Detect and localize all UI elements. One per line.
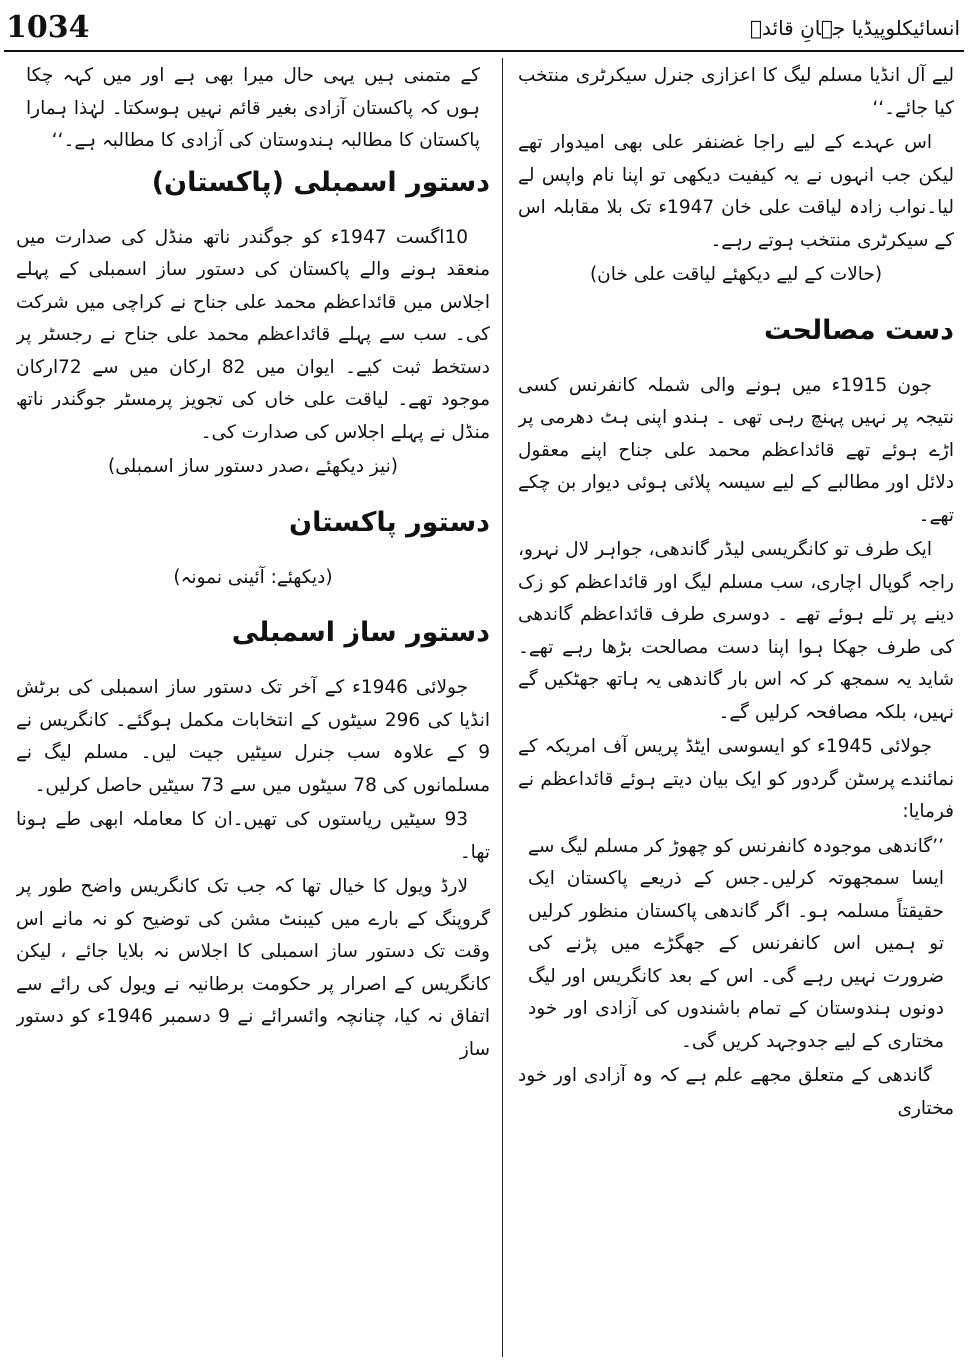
section-heading: دستور پاکستان xyxy=(289,506,490,538)
paragraph: جون 1915ء میں ہونے والی شملہ کانفرنس کسی نتیجہ پر نہیں پہنچ رہی تھی ۔ ہندو اپنی ہٹ دھرمی پر اڑے ہوئے تھے قائداعظم محمد علی جناح اپنے معقول دلائل اور مطالبے کے لیے سیسہ پلائی ہوئی دیوار بن چکے تھے۔ xyxy=(518,374,954,526)
paragraph: 93 سیٹیں ریاستوں کی تھیں۔ان کا معاملہ ابھی طے ہونا تھا۔ xyxy=(16,809,490,863)
section-heading: دستور ساز اسمبلی xyxy=(231,617,490,648)
block-quote: ’’گاندھی موجودہ کانفرنس کو چھوڑ کر مسلم لیگ سے ایسا سمجھوتہ کرلیں۔جس کے ذریعے پاکستان ایک حقیقتاً مسلمہ ہو۔ اگر گاندھی پاکستان منظور کرلیں تو ہمیں اس کانفرنس کے جھگڑے میں پڑنے کی ضرورت نہیں رہے گی۔ اس کے بعد کانگریس اور لیگ دونوں ہندوستان کے تمام باشندوں کی آزادی اور خود مختاری کے لیے جدوجہد کریں گی۔ xyxy=(528,835,944,1052)
paragraph: لیے آل انڈیا مسلم لیگ کا اعزازی جنرل سیکرٹری منتخب کیا جائے۔‘‘ xyxy=(518,65,954,119)
block-quote: کے متمنی ہیں یہی حال میرا بھی ہے اور میں کہہ چکا ہوں کہ پاکستان آزادی بغیر قائم نہیں ہوسکتا۔ لہٰذا ہمارا پاکستان کا مطالبہ ہندوستان کی آزادی کا مطالبہ ہے۔‘‘ xyxy=(26,65,480,151)
paragraph: لارڈ ویول کا خیال تھا کہ جب تک کانگریس واضح طور پر گروپنگ کے بارے میں کیبنٹ مشن کی توضیح کو نہ مانے اس وقت تک دستور ساز اسمبلی کا اجلاس نہ بلایا جائے ، لیکن کانگریس کے اصرار پر حکومت برطانیہ نے ویول کی رائے سے اتفاق نہ کیا، چنانچہ وائسرائے نے 9 دسمبر 1946ء کو دستور ساز xyxy=(16,876,490,1060)
page-number: 1034 xyxy=(6,10,90,45)
paragraph: جولائی 1945ء کو ایسوسی ایٹڈ پریس آف امریکہ کے نمائندے پرسٹن گردور کو ایک بیان دیتے ہوئے قائداعظم نے فرمایا: xyxy=(518,736,954,822)
right-column xyxy=(518,60,954,1357)
section-heading: دستور اسمبلی (پاکستان) xyxy=(151,166,490,198)
left-column xyxy=(16,60,490,1357)
paragraph: اس عہدے کے لیے راجا غضنفر علی بھی امیدوار تھے لیکن جب انہوں نے یہ کیفیت دیکھی تو اپنا نام واپس لے لیا۔نواب زادہ لیاقت علی خان 1947ء تک بلا مقابلہ اس کے سیکرٹری منتخب ہوتے رہے۔ xyxy=(518,132,954,251)
cross-reference: (نیز دیکھئے ،صدر دستور ساز اسمبلی) xyxy=(107,456,398,477)
column-divider xyxy=(502,58,503,1357)
running-title: انسائیکلوپیڈیا جہانِ قائدؒ xyxy=(750,16,960,40)
cross-reference: (حالات کے لیے دیکھئے لیاقت علی خان) xyxy=(589,264,883,285)
paragraph: ایک طرف تو کانگریسی لیڈر گاندھی، جواہر لال نہرو، راجہ گوپال اچاری، سب مسلم لیگ اور قائداعظم کو زک دینے پر تلے ہوئے تھے ۔ دوسری طرف قائداعظم گاندھی کی طرف جھکا ہوا اپنا دست مصالحت بڑھا رہے تھے۔شاید یہ سمجھ کر کہ اس بار گاندھی یہ ہاتھ جھٹکیں گے نہیں، بلکہ مصافحہ کرلیں گے۔ xyxy=(518,539,954,723)
section-heading: دست مصالحت xyxy=(763,314,954,346)
cross-reference: (دیکھئے: آئینی نمونہ) xyxy=(173,566,333,588)
header-rule xyxy=(4,50,964,52)
paragraph: جولائی 1946ء کے آخر تک دستور ساز اسمبلی کی برٹش انڈیا کی 296 سیٹوں کے انتخابات مکمل ہوگئے۔ کانگریس نے 9 کے علاوہ سب جنرل سیٹیں جیت لیں۔ مسلم لیگ نے مسلمانوں کی 78 سیٹوں میں سے 73 سیٹیں حاصل کرلیں۔ xyxy=(16,677,490,796)
paragraph: گاندھی کے متعلق مجھے علم ہے کہ وہ آزادی اور خود مختاری xyxy=(518,1065,954,1119)
paragraph: 10اگست 1947ء کو جوگندر ناتھ منڈل کی صدارت میں منعقد ہونے والے پاکستان کی دستور ساز اسمبلی کے پہلے اجلاس میں قائداعظم محمد علی جناح نے کراچی میں شرکت کی۔ سب سے پہلے قائداعظم محمد علی جناح نے رجسٹر پر دستخط ثبت کیے۔ ایوان میں 82 ارکان میں سے 72ارکان موجود تھے۔ لیاقت علی خاں کی تجویز پرمسٹر جوگندر ناتھ منڈل نے پہلے اجلاس کی صدارت کی۔ xyxy=(16,226,490,443)
